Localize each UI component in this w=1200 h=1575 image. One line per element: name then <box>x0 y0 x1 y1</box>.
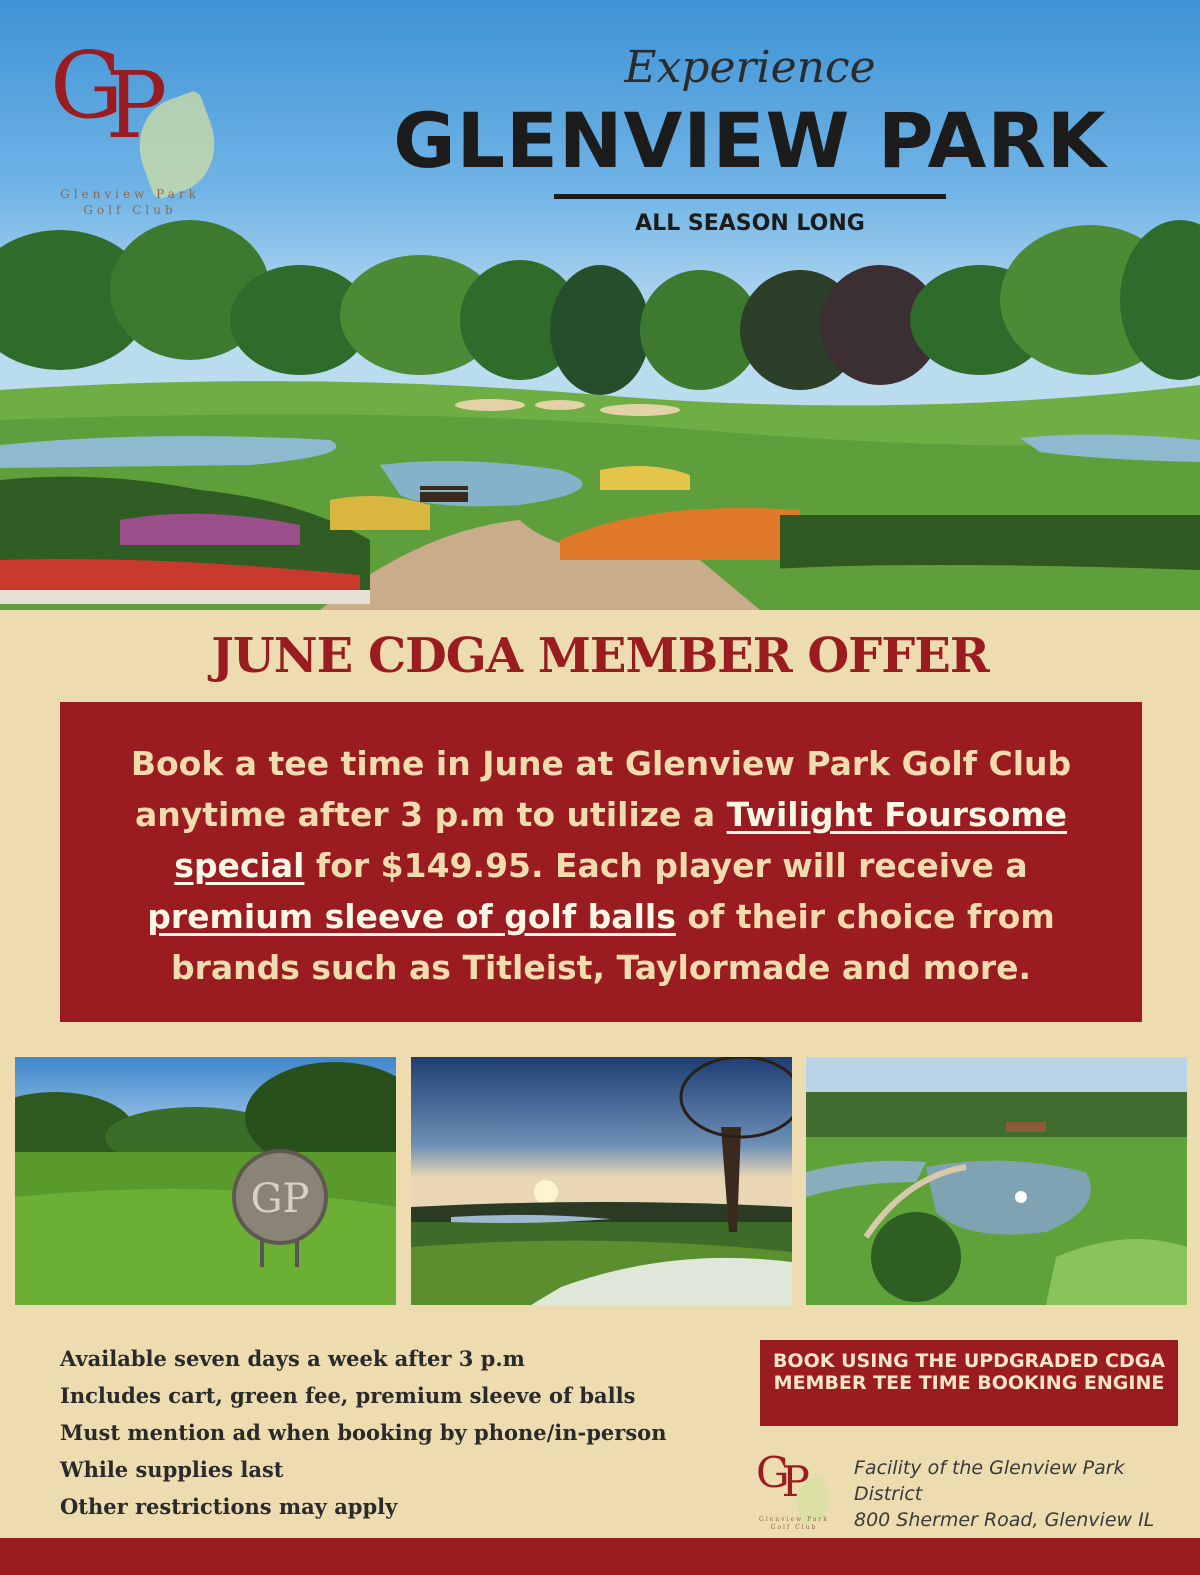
tee-marker-photo <box>15 1057 396 1305</box>
title-divider <box>554 194 946 199</box>
offer-description: Book a tee time in June at Glenview Park Golf Club anytime after 3 p.m to utilize a Twilight Foursome special for $149.95. Each player will receive a premium sleeve of golf balls of their choice from brands such as Titleist, Taylormade and more. <box>130 744 1072 987</box>
golf-balls-link[interactable]: premium sleeve of golf balls <box>147 897 676 936</box>
twilight-foursome-link[interactable]: Twilight Foursome special <box>174 795 1068 885</box>
facility-address: 800 Shermer Road, Glenview IL <box>854 1509 1155 1531</box>
header-kicker: Experience <box>624 42 876 93</box>
glenview-park-logo-small <box>752 1448 836 1536</box>
logo-caption: Glenview Park Golf Club <box>60 187 200 217</box>
offer-terms-list <box>60 1340 740 1525</box>
glenview-park-logo <box>40 32 220 220</box>
aerial-course-photo <box>806 1057 1187 1305</box>
header-title-block <box>380 40 1120 236</box>
offer-box <box>60 702 1142 1022</box>
svg-text:GP: GP <box>250 1176 310 1222</box>
hero-banner <box>0 0 1200 610</box>
offer-heading: JUNE CDGA MEMBER OFFER <box>211 628 989 684</box>
list-item: Available seven days a week after 3 p.m <box>60 1346 525 1371</box>
list-item: Must mention ad when booking by phone/in-person <box>60 1420 667 1445</box>
sunset-course-photo <box>411 1057 792 1305</box>
gp-monogram: GP <box>50 32 150 159</box>
header-tagline: ALL SEASON LONG <box>635 211 865 236</box>
list-item: While supplies last <box>60 1457 284 1482</box>
gp-monogram: GP <box>756 1448 802 1506</box>
page-title: GLENVIEW PARK <box>393 96 1107 185</box>
footer-bar <box>0 1538 1200 1575</box>
list-item: Other restrictions may apply <box>60 1494 398 1519</box>
book-tee-time-button[interactable]: BOOK USING THE UPDGRADED CDGA MEMBER TEE TIME BOOKING ENGINE <box>760 1340 1178 1426</box>
logo-caption: Glenview Park Golf Club <box>759 1516 829 1531</box>
list-item: Includes cart, green fee, premium sleeve of balls <box>60 1383 636 1408</box>
facility-owner: Facility of the Glenview Park District <box>854 1457 1125 1505</box>
